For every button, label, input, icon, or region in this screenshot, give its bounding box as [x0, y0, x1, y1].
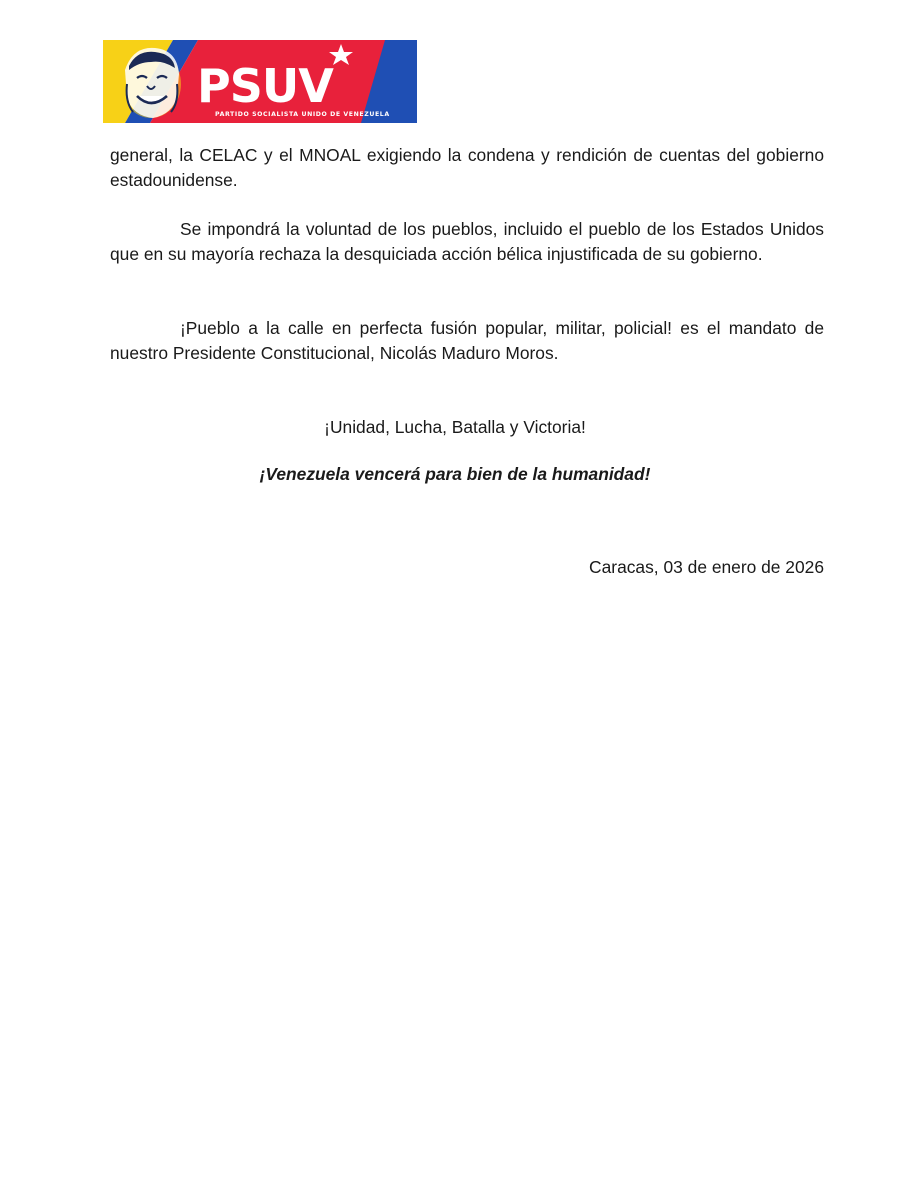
- place-date: Caracas, 03 de enero de 2026: [589, 557, 824, 577]
- slogan-unity: ¡Unidad, Lucha, Batalla y Victoria!: [324, 417, 586, 437]
- body-paragraph-1: general, la CELAC y el MNOAL exigiendo la condena y rendición de cuentas del gobierno estadounidense.: [110, 145, 824, 190]
- logo-tagline: PARTIDO SOCIALISTA UNIDO DE VENEZUELA: [215, 111, 390, 118]
- slogan-venezuela: ¡Venezuela vencerá para bien de la humanidad!: [259, 464, 651, 484]
- logo-wordmark: PSUV: [197, 59, 333, 113]
- body-paragraph-3: ¡Pueblo a la calle en perfecta fusión popular, militar, policial! es el mandato de nuestro Presidente Constitucional, Nicolás Maduro Moros.: [110, 318, 824, 363]
- psuv-logo: [103, 40, 417, 123]
- body-paragraph-2: Se impondrá la voluntad de los pueblos, incluido el pueblo de los Estados Unidos que en su mayoría rechaza la desquiciada acción bélica injustificada de su gobierno.: [110, 219, 824, 264]
